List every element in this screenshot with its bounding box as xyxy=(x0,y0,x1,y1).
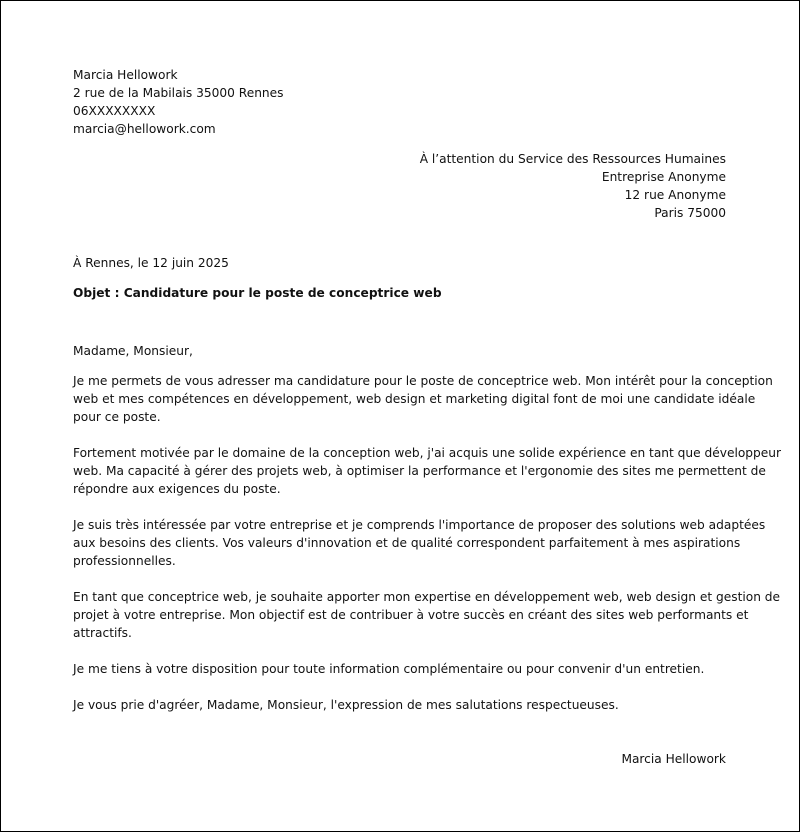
paragraph xyxy=(73,660,733,678)
recipient-street: 12 rue Anonyme xyxy=(624,188,726,202)
paragraph-line: web. Ma capacité à gérer des projets web, à optimiser la performance et l'ergonomie des sites me permettent de xyxy=(73,464,766,478)
paragraph-line: pour ce poste. xyxy=(73,410,161,424)
recipient-city: Paris 75000 xyxy=(654,206,726,220)
sender-address: 2 rue de la Mabilais 35000 Rennes xyxy=(73,86,284,100)
paragraph-line: projet à votre entreprise. Mon objectif est de contribuer à votre succès en créant des sites web performants et xyxy=(73,608,749,622)
letter-body xyxy=(73,372,782,732)
paragraph-line: professionnelles. xyxy=(73,554,176,568)
paragraph-line: répondre aux exigences du poste. xyxy=(73,482,281,496)
paragraph-line: web et mes compétences en développement, web design et marketing digital font de moi une candidate idéale xyxy=(73,392,756,406)
signature: Marcia Hellowork xyxy=(621,752,726,766)
paragraph-line: Je me tiens à votre disposition pour toute information complémentaire ou pour convenir d'un entretien. xyxy=(73,662,705,676)
recipient-attention: À l’attention du Service des Ressources Humaines xyxy=(419,152,726,166)
paragraph xyxy=(73,372,773,426)
paragraph-line: En tant que conceptrice web, je souhaite apporter mon expertise en développement web, web design et gestion de xyxy=(73,590,781,604)
salutation: Madame, Monsieur, xyxy=(73,344,193,358)
recipient-company: Entreprise Anonyme xyxy=(601,170,726,184)
paragraph-line: attractifs. xyxy=(73,626,132,640)
recipient-block xyxy=(420,150,726,222)
paragraph-line: Fortement motivée par le domaine de la conception web, j'ai acquis une solide expérience en tant que développeur xyxy=(73,446,782,460)
paragraph xyxy=(73,516,766,570)
paragraph xyxy=(73,696,733,714)
date-line: À Rennes, le 12 juin 2025 xyxy=(73,256,229,270)
sender-phone: 06XXXXXXXX xyxy=(73,104,156,118)
sender-name: Marcia Hellowork xyxy=(73,68,178,82)
sender-email: marcia@hellowork.com xyxy=(73,122,216,136)
paragraph xyxy=(73,588,781,642)
sender-block xyxy=(73,66,284,138)
paragraph xyxy=(73,444,782,498)
paragraph-line: aux besoins des clients. Vos valeurs d'innovation et de qualité correspondent parfaitement à mes aspirations xyxy=(73,536,741,550)
paragraph-line: Je me permets de vous adresser ma candidature pour le poste de conceptrice web. Mon intérêt pour la conception xyxy=(73,374,773,388)
paragraph-line: Je vous prie d'agréer, Madame, Monsieur, l'expression de mes salutations respectueuses. xyxy=(73,698,619,712)
paragraph-line: Je suis très intéressée par votre entreprise et je comprends l'importance de proposer des solutions web adaptées xyxy=(73,518,766,532)
subject-line: Objet : Candidature pour le poste de conceptrice web xyxy=(73,286,442,300)
